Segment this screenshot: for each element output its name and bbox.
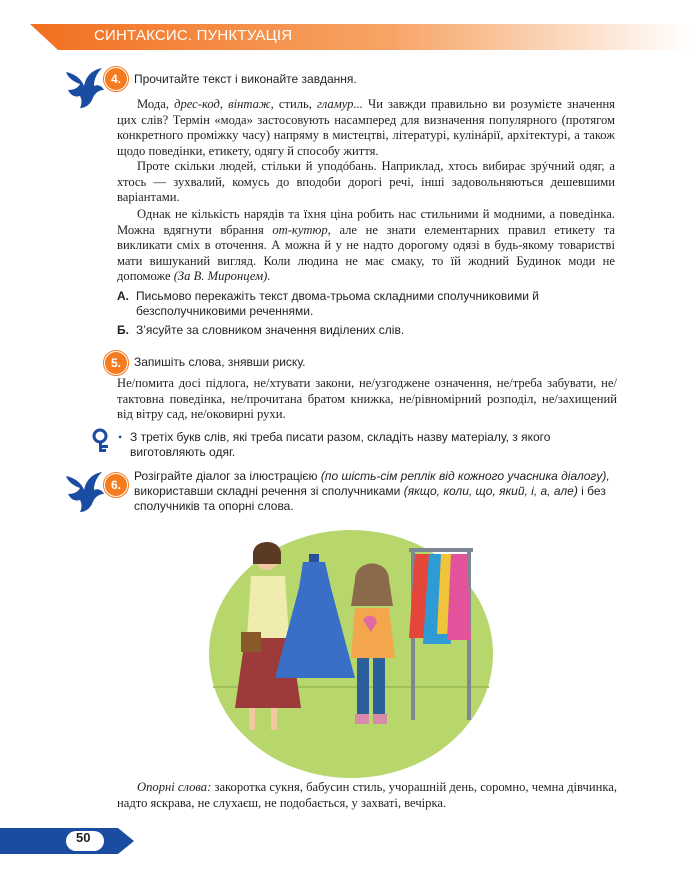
task4-paragraph-3: Однак не кількість нарядів та їхня ціна робить нас стильними й модними, а поведінка. Можна вдягнути вбрання от-кутюр, але не знати елементарних правил етикету та викликати сміх в оточення. А можна й у не надто дорогому одязі в будь-якому товаристві мати вишуканий вигляд. Коли людина не має смаку, то їй жодний Будинок моди не допоможе (За В. Миронцем). bbox=[117, 207, 616, 283]
key-icon bbox=[92, 428, 114, 454]
task-number-badge: 5. bbox=[105, 352, 127, 374]
task4-paragraph-2: Проте скільки людей, стільки й уподóбань. Наприклад, хтось вибирає зрýчний одяг, а хтось — зухвалий, комусь до вподоби дорогі речі, інші задовольняються дешевшими варіантами. bbox=[117, 159, 615, 204]
task4-instruction: Прочитайте текст і виконайте завдання. bbox=[134, 72, 357, 86]
task6-instruction: Розіграйте діалог за ілюстрацією (по шість-сім реплік від кожного учасника діалогу), використавши складні речення зі сполучниками (якщо, коли, що, який, і, а, але) і без сполучників та опорні слова. bbox=[134, 469, 610, 513]
page-number: 50 bbox=[76, 830, 91, 845]
task-number-badge: 6. bbox=[105, 474, 127, 496]
task4-sub-b-letter: Б. bbox=[117, 323, 129, 337]
note-bullet: • bbox=[118, 430, 123, 444]
pegasus-icon bbox=[62, 468, 108, 514]
fashion-illustration bbox=[205, 528, 495, 780]
task-number-badge: 4. bbox=[105, 68, 127, 90]
page-number-tab bbox=[0, 828, 150, 854]
pegasus-icon bbox=[62, 64, 108, 110]
task4-paragraph-1: Мода, дрес-код, вінтаж, стиль, гламур... Чи завжди правильно ви розумієте значення цих слів? Термін «мода» застосовують насамперед для визначення популярного (протягом конкретного проміжку часу) напряму в мистецтві, літературі, кулінáрії, архітектурі, а також щодо поведінки, етикету, одягу й способу життя. bbox=[117, 97, 615, 158]
task4-sub-b-text: З’ясуйте за словником значення виділених слів. bbox=[136, 323, 405, 337]
task5-words: Не/помита досі підлога, не/хтувати закони, не/узгоджене означення, не/треба забувати, не/тактовна поведінка, не/прочитана братом книжка, не/рівномірний розподіл, не/захищений від вітру сад, не/оковирні рухи. bbox=[117, 376, 617, 421]
page-header bbox=[0, 24, 690, 50]
task5-instruction: Запишіть слова, знявши риску. bbox=[134, 355, 306, 369]
task4-sub-a-letter: А. bbox=[117, 289, 129, 303]
support-words: Опорні слова: закоротка сукня, бабусин стиль, учорашній день, соромно, чемна дівчинка, надто яскрава, не слухаєш, не подобається, у захваті, вечірка. bbox=[117, 780, 617, 810]
header-title: СИНТАКСИС. ПУНКТУАЦІЯ bbox=[94, 27, 293, 44]
task5-note: З третіх букв слів, які треба писати разом, складіть назву матеріалу, з якого виготовляють одяг. bbox=[130, 430, 551, 459]
task4-sub-a-text: Письмово перекажіть текст двома-трьома складними сполучниковими й безсполучниковими реченнями. bbox=[136, 289, 539, 318]
